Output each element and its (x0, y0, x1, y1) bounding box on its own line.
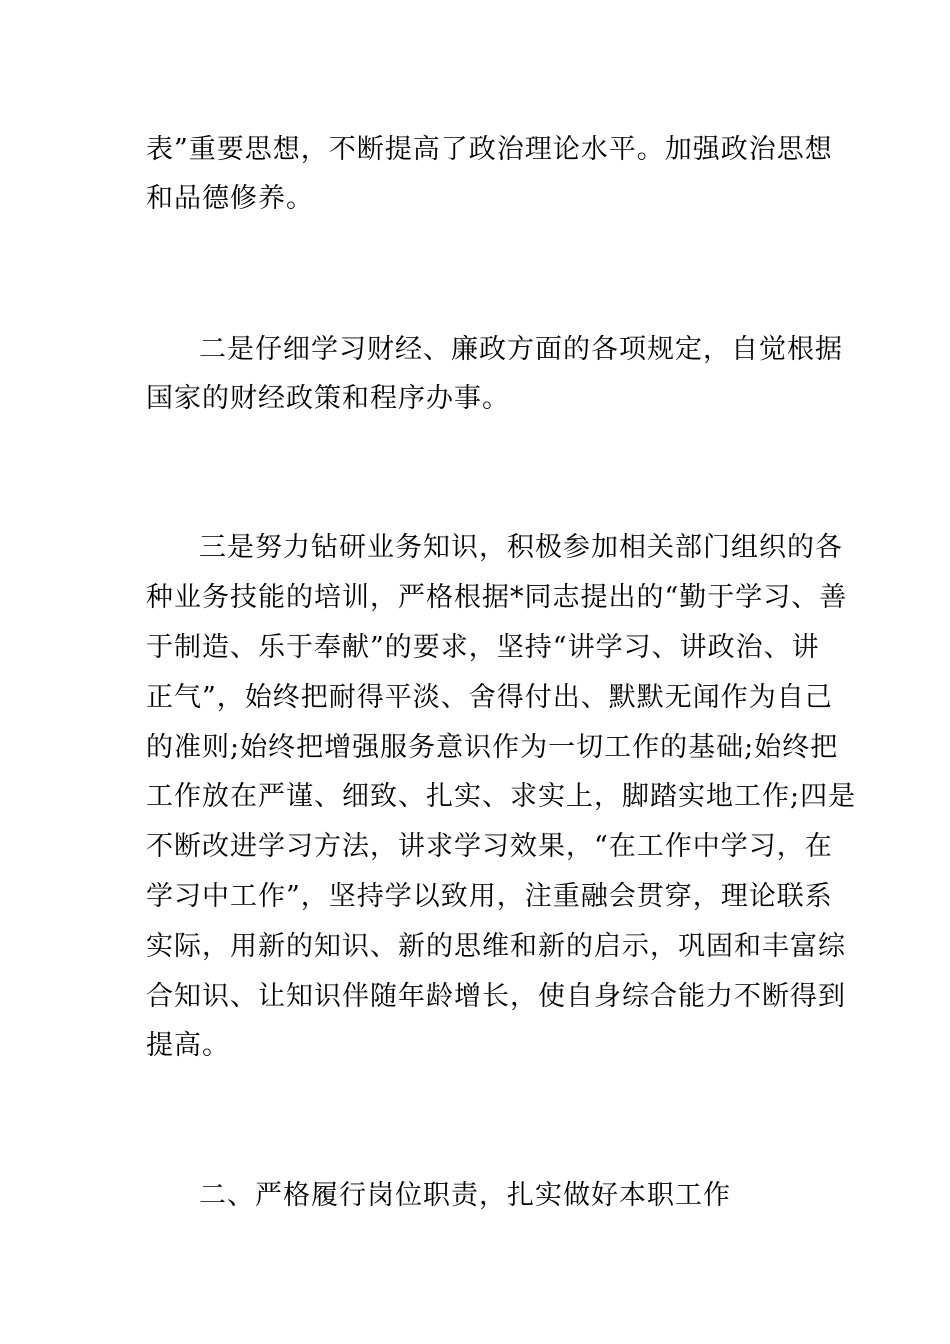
paragraph-3-line-5: 的准则;始终把增强服务意识作为一切工作的基础;始终把 (146, 732, 839, 763)
paragraph-3-line-11: 提高。 (146, 1030, 230, 1061)
paragraph-3-line-1: 三是努力钻研业务知识，积极参加相关部门组织的各 (199, 532, 843, 563)
paragraph-3-line-2: 种业务技能的培训，严格根据*同志提出的“勤于学习、善 (146, 582, 848, 613)
paragraph-3-line-7: 不断改进学习方法，讲求学习效果，“在工作中学习，在 (146, 831, 833, 862)
paragraph-1-line-1: 表”重要思想，不断提高了政治理论水平。加强政治思想 (146, 134, 833, 165)
paragraph-2-line-2: 国家的财经政策和程序办事。 (146, 383, 510, 414)
paragraph-3-line-4: 正气”，始终把耐得平淡、舍得付出、默默无闻作为自己 (146, 682, 833, 713)
paragraph-3-line-8: 学习中工作”，坚持学以致用，注重融会贯穿，理论联系 (146, 881, 833, 912)
paragraph-2-line-1: 二是仔细学习财经、廉政方面的各项规定，自觉根据 (199, 334, 843, 365)
paragraph-3-line-10: 合知识、让知识伴随年龄增长，使自身综合能力不断得到 (146, 981, 846, 1012)
section-heading: 二、严格履行岗位职责，扎实做好本职工作 (199, 1180, 731, 1211)
paragraph-3-line-6: 工作放在严谨、细致、扎实、求实上，脚踏实地工作;四是 (146, 781, 857, 812)
paragraph-1-line-2: 和品德修养。 (146, 183, 314, 214)
paragraph-3-line-3: 于制造、乐于奉献”的要求，坚持“讲学习、讲政治、讲 (146, 632, 820, 663)
paragraph-3-line-9: 实际，用新的知识、新的思维和新的启示，巩固和丰富综 (146, 931, 846, 962)
